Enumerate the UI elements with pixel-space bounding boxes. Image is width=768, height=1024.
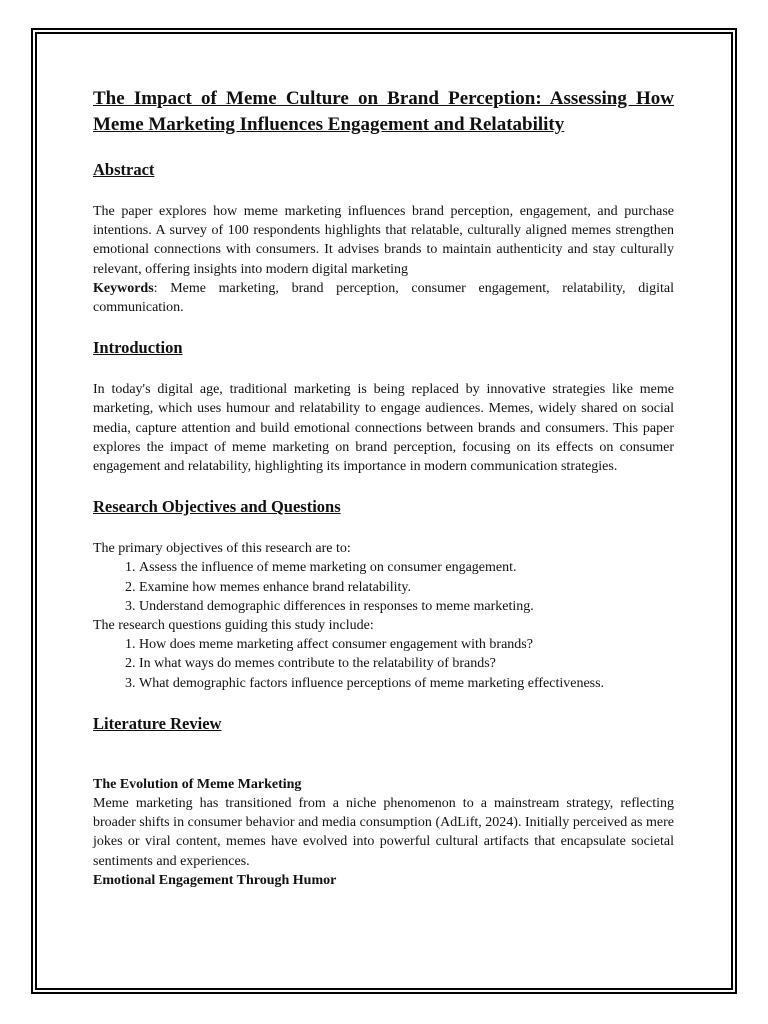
- paper-title: The Impact of Meme Culture on Brand Perception: Assessing How Meme Marketing Influences Engagement and Relatability: [93, 88, 674, 135]
- objective-item: 2. Examine how memes enhance brand relatability.: [139, 578, 674, 597]
- question-item: 2. In what ways do memes contribute to the relatability of brands?: [139, 654, 674, 673]
- keywords-paragraph: [93, 279, 674, 317]
- literature-evolution-text: Meme marketing has transitioned from a niche phenomenon to a mainstream strategy, reflecting broader shifts in consumer behavior and media consumption (AdLift, 2024). Initially perceived as mere jokes or viral content, memes have evolved into powerful cultural artifacts that encapsulate societal sentiments and experiences.: [93, 796, 674, 869]
- keywords-label: Keywords: [93, 280, 154, 296]
- literature-subheading-humor: Emotional Engagement Through Humor: [93, 872, 337, 888]
- objectives-list: [93, 558, 674, 616]
- introduction-text: In today's digital age, traditional marketing is being replaced by innovative strategies like meme marketing, which uses humour and relatability to engage audiences. Memes, widely shared on social media, capture attention and build emotional connections between brands and consumers. This paper explores the impact of meme marketing on brand perception, focusing on its effects on consumer engagement and relatability, highlighting its importance in modern communication strategies.: [93, 382, 674, 475]
- objectives-intro: The primary objectives of this research are to:: [93, 541, 351, 557]
- questions-intro: The research questions guiding this study include:: [93, 618, 374, 634]
- question-item: 3. What demographic factors influence perceptions of meme marketing effectiveness.: [139, 674, 674, 693]
- abstract-text: The paper explores how meme marketing influences brand perception, engagement, and purchase intentions. A survey of 100 respondents highlights that relatable, culturally aligned memes strengthen emotional connections with consumers. It advises brands to maintain authenticity and stay culturally relevant, offering insights into modern digital marketing: [93, 204, 674, 277]
- literature-heading: Literature Review: [93, 713, 222, 733]
- questions-list: [93, 635, 674, 693]
- document-body: [93, 86, 674, 890]
- introduction-heading: Introduction: [93, 338, 183, 358]
- research-heading: Research Objectives and Questions: [93, 497, 341, 517]
- objective-item: 3. Understand demographic differences in responses to meme marketing.: [139, 597, 674, 616]
- objective-item: 1. Assess the influence of meme marketing on consumer engagement.: [139, 558, 674, 577]
- literature-subheading-evolution: The Evolution of Meme Marketing: [93, 776, 302, 792]
- keywords-text: : Meme marketing, brand perception, consumer engagement, relatability, digital communication.: [93, 280, 674, 316]
- question-item: 1. How does meme marketing affect consumer engagement with brands?: [139, 635, 674, 654]
- abstract-heading: Abstract: [93, 160, 155, 179]
